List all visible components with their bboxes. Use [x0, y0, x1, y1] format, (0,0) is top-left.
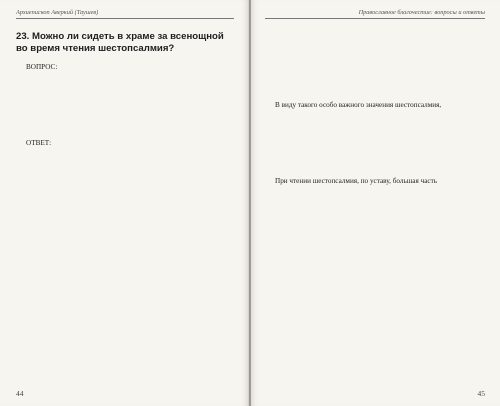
right-paragraph-1 — [265, 25, 485, 97]
left-paragraph-3 — [16, 215, 234, 287]
answer-label: ОТВЕТ: — [26, 139, 52, 147]
right-page-number: 45 — [477, 389, 485, 398]
question-label: ВОПРОС: — [26, 63, 58, 71]
answer-paragraph — [16, 139, 234, 211]
left-paragraph-4 — [16, 291, 234, 327]
chapter-title: 23. Можно ли сидеть в храме за всенощной во время чтения шестопсалмия? — [16, 31, 224, 54]
right-page — [251, 0, 500, 406]
question-paragraph — [16, 63, 234, 135]
right-paragraph-3-lead: При чтении шестопсалмия, по уставу, большая часть — [275, 177, 438, 185]
right-paragraph-2-lead: В виду такого особо важного значения шестопсалмия, — [275, 101, 442, 109]
left-page — [0, 0, 249, 406]
right-running-head: Православное благочестие: вопросы и ответы — [265, 9, 485, 19]
right-paragraph-2 — [265, 101, 485, 173]
right-paragraph-3 — [265, 177, 485, 249]
left-running-head: Архиепископ Аверкий (Таушев) — [16, 9, 234, 19]
left-page-number: 44 — [16, 389, 24, 398]
